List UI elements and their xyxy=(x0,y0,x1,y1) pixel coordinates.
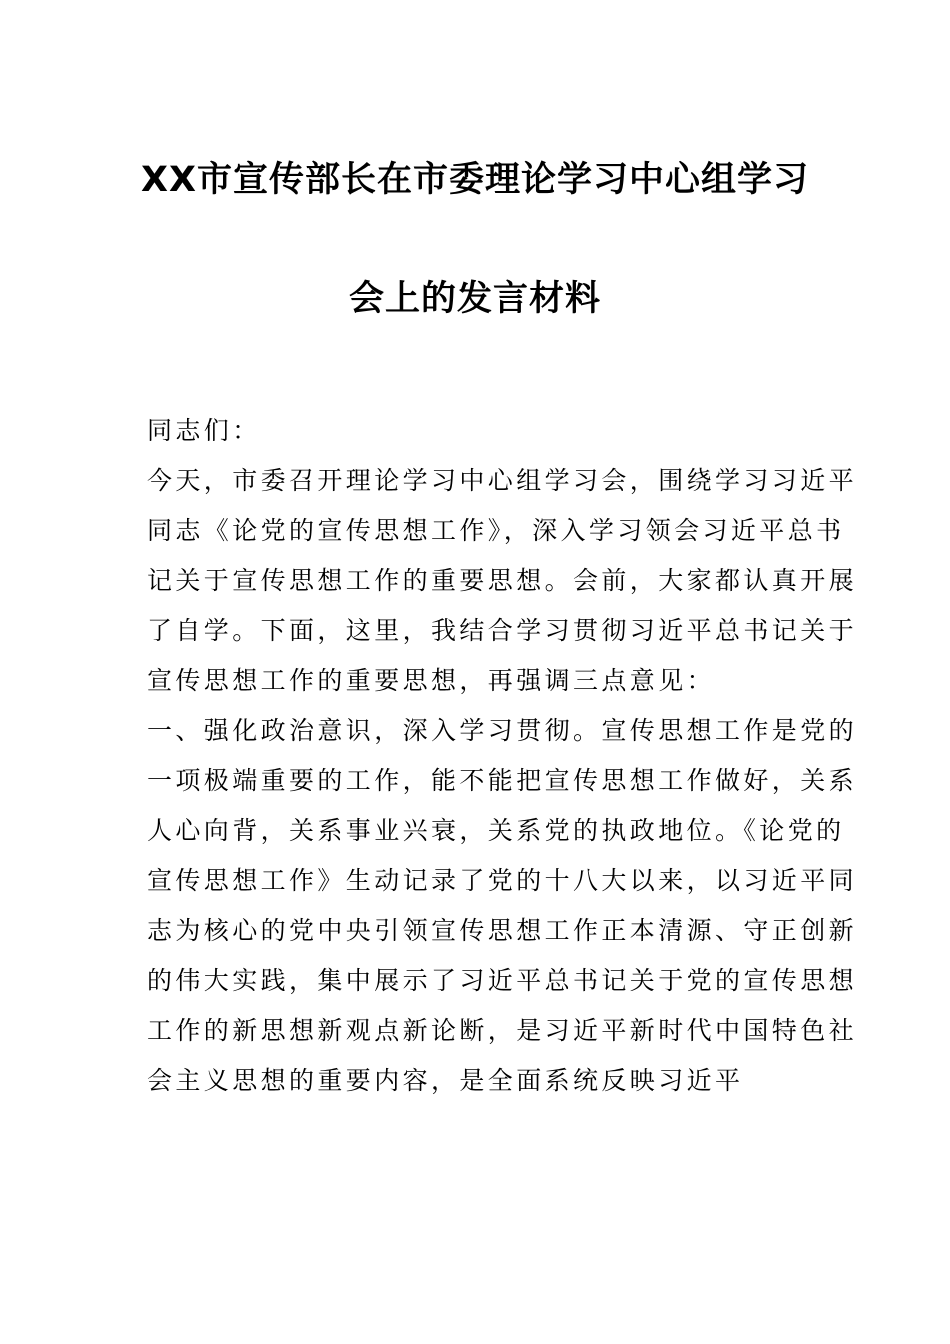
body-line: 记关于宣传思想工作的重要思想。会前，大家都认真开展 xyxy=(147,566,858,595)
salutation: 同志们： xyxy=(147,416,261,445)
body-line: 一项极端重要的工作，能不能把宣传思想工作做好，关系 xyxy=(147,766,858,795)
body-line: 同志《论党的宣传思想工作》，深入学习领会习近平总书 xyxy=(147,516,845,545)
body-line: 志为核心的党中央引领宣传思想工作正本清源、守正创新 xyxy=(147,916,858,945)
body-line: 了自学。下面，这里，我结合学习贯彻习近平总书记关于 xyxy=(147,616,858,645)
body-line: 会主义思想的重要内容，是全面系统反映习近平 xyxy=(147,1066,744,1095)
document-title-line-1: XX市宣传部长在市委理论学习中心组学习 xyxy=(141,160,809,200)
body-line: 人心向背，关系事业兴衰，关系党的执政地位。《论党的 xyxy=(147,816,845,845)
body-line: 宣传思想工作》生动记录了党的十八大以来，以习近平同 xyxy=(147,866,858,895)
body-line: 的伟大实践，集中展示了习近平总书记关于党的宣传思想 xyxy=(147,966,858,995)
document-title-line-2: 会上的发言材料 xyxy=(348,279,601,319)
body-line: 今天，市委召开理论学习中心组学习会，围绕学习习近平 xyxy=(147,466,858,495)
body-line: 一、强化政治意识，深入学习贯彻。宣传思想工作是党的 xyxy=(147,716,858,745)
body-line: 工作的新思想新观点新论断，是习近平新时代中国特色社 xyxy=(147,1016,858,1045)
body-line: 宣传思想工作的重要思想，再强调三点意见： xyxy=(147,666,716,695)
